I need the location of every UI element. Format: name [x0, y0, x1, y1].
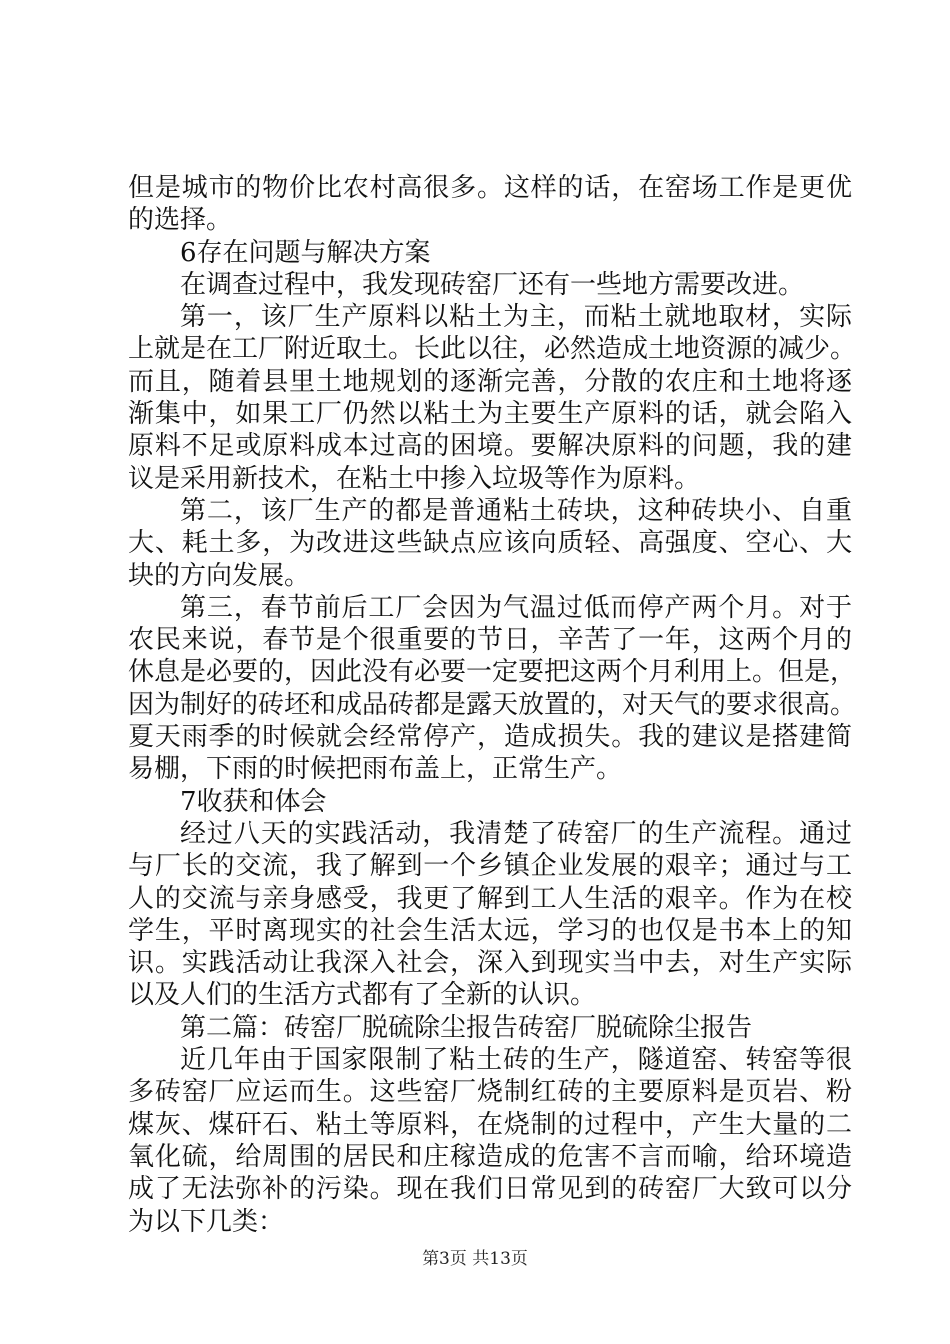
text-line: 的选择。 — [128, 205, 233, 236]
text-line: 6存在问题与解决方案 — [180, 237, 431, 268]
text-line: 氧化硫，给周围的居民和庄稼造成的危害不言而喻，给环境造 — [128, 1141, 852, 1172]
text-line: 夏天雨季的时候就会经常停产，造成损失。我的建议是搭建简 — [128, 722, 852, 753]
text-line: 经过八天的实践活动，我清楚了砖窑厂的生产流程。通过 — [180, 818, 852, 849]
text-line: 7收获和体会 — [180, 786, 327, 817]
text-line: 而且，随着县里土地规划的逐渐完善，分散的农庄和土地将逐 — [128, 366, 852, 397]
text-line: 第二，该厂生产的都是普通粘土砖块，这种砖块小、自重 — [180, 495, 852, 526]
text-line: 块的方向发展。 — [128, 560, 311, 591]
text-line: 第二篇：砖窑厂脱硫除尘报告砖窑厂脱硫除尘报告 — [180, 1012, 753, 1043]
text-line: 煤灰、煤矸石、粘土等原料，在烧制的过程中，产生大量的二 — [128, 1109, 852, 1140]
page-number: 第3页 共13页 — [422, 1249, 528, 1269]
text-line: 识。实践活动让我深入社会，深入到现实当中去，对生产实际 — [128, 948, 852, 979]
text-line: 多砖窑厂应运而生。这些窑厂烧制红砖的主要原料是页岩、粉 — [128, 1077, 852, 1108]
text-line: 第一，该厂生产原料以粘土为主，而粘土就地取材，实际 — [180, 302, 852, 333]
text-line: 原料不足或原料成本过高的困境。要解决原料的问题，我的建 — [128, 431, 852, 462]
text-line: 以及人们的生活方式都有了全新的认识。 — [128, 980, 597, 1011]
text-line: 第三，春节前后工厂会因为气温过低而停产两个月。对于 — [180, 592, 852, 623]
text-line: 农民来说，春节是个很重要的节日，辛苦了一年，这两个月的 — [128, 625, 852, 656]
text-line: 渐集中，如果工厂仍然以粘土为主要生产原料的话，就会陷入 — [128, 399, 852, 430]
text-line: 但是城市的物价比农村高很多。这样的话，在窑场工作是更优 — [128, 173, 852, 203]
page-footer — [0, 1244, 950, 1269]
text-line: 人的交流与亲身感受，我更了解到工人生活的艰辛。作为在校 — [128, 883, 852, 914]
text-line: 在调查过程中，我发现砖窑厂还有一些地方需要改进。 — [180, 269, 805, 300]
text-line: 休息是必要的，因此没有必要一定要把这两个月利用上。但是， — [128, 657, 857, 688]
text-line: 为以下几类： — [128, 1206, 285, 1237]
text-line: 近几年由于国家限制了粘土砖的生产，隧道窑、转窑等很 — [180, 1045, 852, 1076]
text-line: 学生，平时离现实的社会生活太远，学习的也仅是书本上的知 — [128, 915, 852, 946]
text-line: 议是采用新技术，在粘土中掺入垃圾等作为原料。 — [128, 463, 701, 494]
text-line: 成了无法弥补的污染。现在我们日常见到的砖窑厂大致可以分 — [128, 1174, 852, 1205]
document-body — [128, 172, 857, 1238]
text-line: 易棚，下雨的时候把雨布盖上，正常生产。 — [128, 754, 623, 785]
text-line: 与厂长的交流，我了解到一个乡镇企业发展的艰辛；通过与工 — [128, 851, 852, 882]
text-line: 因为制好的砖坯和成品砖都是露天放置的，对天气的要求很高。 — [128, 689, 857, 720]
text-line: 大、耗土多，为改进这些缺点应该向质轻、高强度、空心、大 — [128, 528, 852, 559]
text-line: 上就是在工厂附近取土。长此以往，必然造成土地资源的减少。 — [128, 334, 857, 365]
